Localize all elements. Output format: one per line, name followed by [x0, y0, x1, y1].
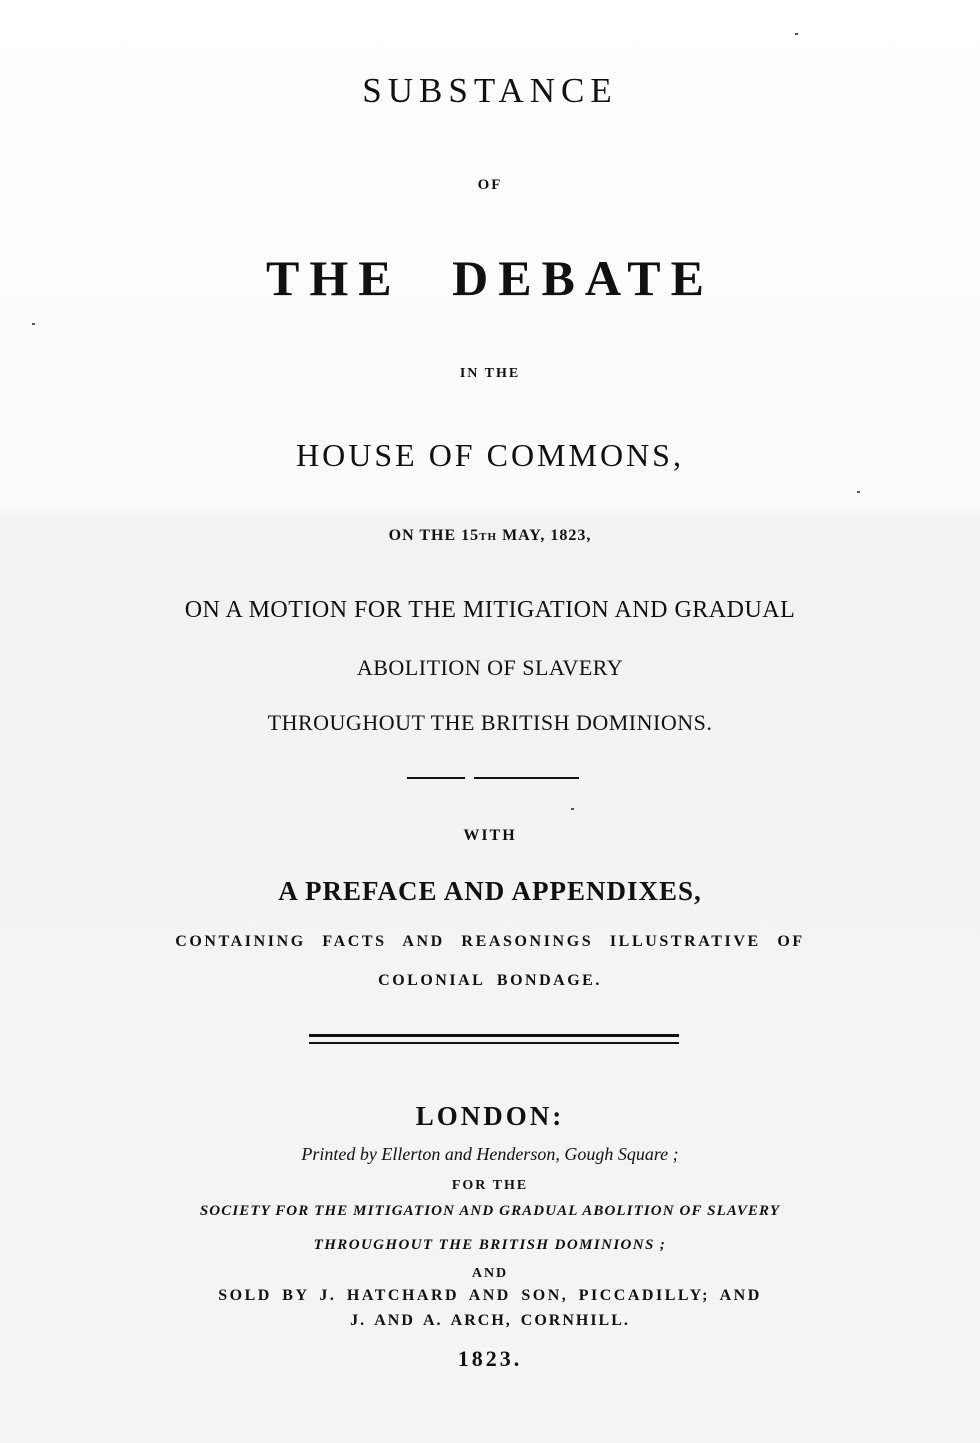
date-prefix: ON THE 15	[388, 527, 480, 544]
title-house-of-commons: HOUSE OF COMMONS,	[296, 437, 684, 473]
imprint-society-line-2: THROUGHOUT THE BRITISH DOMINIONS ;	[313, 1237, 667, 1253]
title-of: OF	[477, 177, 503, 193]
double-rule-top	[309, 1034, 679, 1037]
title-substance: SUBSTANCE	[362, 71, 618, 110]
scan-speck	[571, 808, 574, 810]
motion-line-1: ON A MOTION FOR THE MITIGATION AND GRADUAL	[184, 597, 796, 623]
scan-speck	[857, 491, 860, 493]
date-suffix: MAY, 1823,	[497, 527, 592, 544]
short-divider-left	[407, 777, 465, 779]
imprint-sold-line-2: J. AND A. ARCH, CORNHILL.	[350, 1312, 630, 1329]
containing-line-1: CONTAINING FACTS AND REASONINGS ILLUSTRATIVE OF	[175, 933, 805, 950]
title-in-the: IN THE	[459, 366, 521, 381]
containing-line-2: COLONIAL BONDAGE.	[378, 972, 602, 989]
imprint-sold-line-1: SOLD BY J. HATCHARD AND SON, PICCADILLY; AND	[218, 1287, 762, 1304]
imprint-for-the: FOR THE	[451, 1178, 529, 1193]
imprint-city: LONDON:	[415, 1101, 565, 1131]
motion-line-2: ABOLITION OF SLAVERY	[356, 655, 624, 680]
short-divider-right	[474, 777, 579, 779]
scan-speck	[795, 33, 798, 35]
double-rule-bottom	[309, 1042, 679, 1044]
debate-date	[0, 528, 980, 544]
imprint-and: AND	[471, 1266, 509, 1281]
date-superscript: TH	[479, 531, 498, 543]
imprint-printer: Printed by Ellerton and Henderson, Gough Square ;	[301, 1144, 679, 1164]
preface-line: A PREFACE AND APPENDIXES,	[278, 876, 702, 906]
scan-speck	[32, 323, 35, 325]
imprint-year: 1823.	[457, 1346, 523, 1371]
title-the-debate: THE DEBATE	[266, 250, 714, 306]
imprint-society-line-1: SOCIETY FOR THE MITIGATION AND GRADUAL ABOLITION OF SLAVERY	[199, 1203, 781, 1219]
motion-line-3: THROUGHOUT THE BRITISH DOMINIONS.	[267, 710, 713, 735]
with-label: WITH	[463, 827, 517, 844]
